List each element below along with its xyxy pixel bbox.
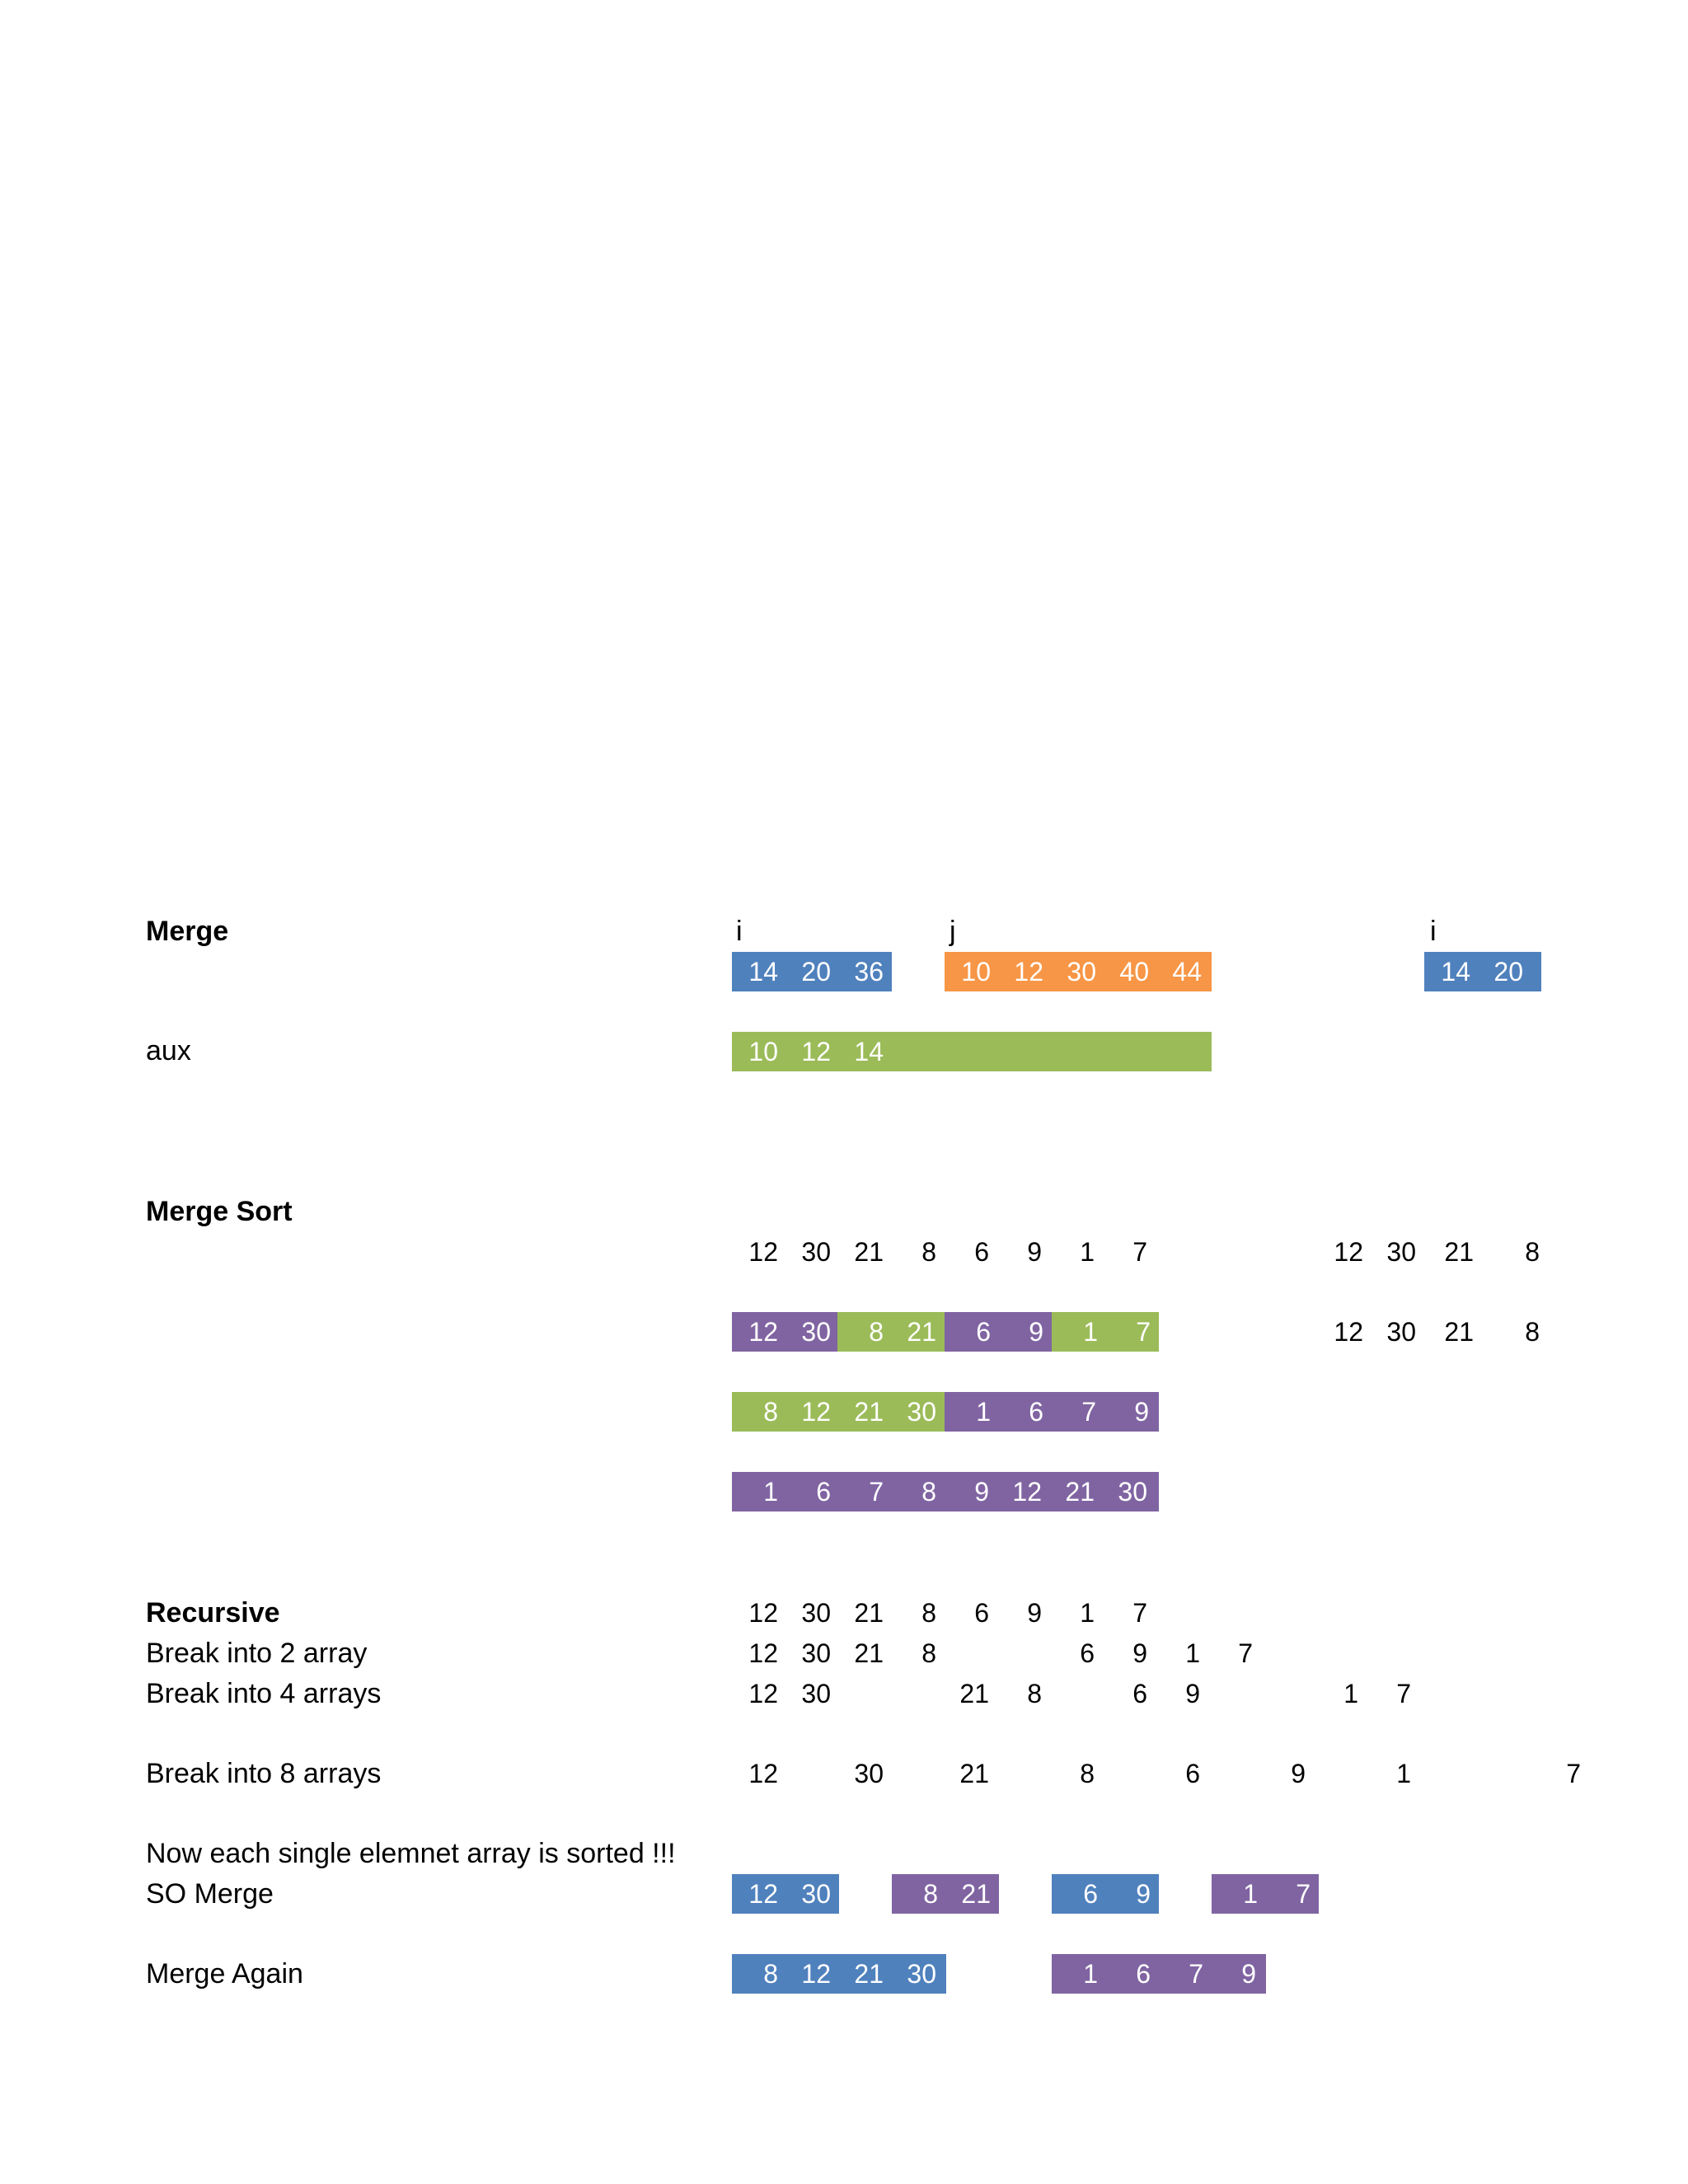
array-cell: 12	[1012, 1477, 1042, 1507]
merge-left-array-copy	[1424, 952, 1541, 991]
array-cell: 12	[748, 1638, 778, 1668]
array-cell: 7	[1566, 1759, 1581, 1788]
pointer-i-second: i	[1430, 916, 1437, 947]
array-cell: 8	[921, 1598, 936, 1628]
merged-quad-block	[732, 1954, 946, 1994]
array-cell: 30	[1067, 957, 1096, 987]
array-cell: 6	[1136, 1959, 1151, 1989]
array-cell: 12	[801, 1959, 831, 1989]
array-cell: 40	[1119, 957, 1149, 987]
merged-pair-block	[1212, 1874, 1319, 1914]
array-cell: 6	[1083, 1879, 1098, 1909]
array-cell: 21	[854, 1638, 884, 1668]
array-cell: 6	[816, 1477, 831, 1507]
so-merge-label: SO Merge	[146, 1878, 274, 1910]
array-cell: 21	[907, 1317, 936, 1347]
array-cell: 6	[974, 1237, 989, 1267]
array-cell: 12	[748, 1679, 778, 1708]
array-cell: 9	[1185, 1679, 1200, 1708]
array-cell: 21	[959, 1759, 989, 1788]
array-cell: 30	[1386, 1237, 1416, 1267]
array-cell: 9	[1136, 1879, 1151, 1909]
array-cell: 12	[1334, 1317, 1363, 1347]
pair-block	[837, 1312, 945, 1352]
array-cell: 9	[974, 1477, 989, 1507]
aux-array	[732, 1032, 1212, 1071]
array-cell: 1	[976, 1397, 991, 1427]
array-cell: 30	[801, 1879, 831, 1909]
array-cell: 1	[763, 1477, 778, 1507]
array-cell: 7	[1189, 1959, 1203, 1989]
merge-title: Merge	[146, 916, 229, 947]
array-cell: 1	[1083, 1317, 1098, 1347]
array-cell: 12	[748, 1879, 778, 1909]
pointer-i: i	[736, 916, 743, 947]
array-cell: 12	[801, 1037, 831, 1066]
array-cell: 9	[1291, 1759, 1306, 1788]
array-cell: 6	[974, 1598, 989, 1628]
array-cell: 1	[1080, 1598, 1095, 1628]
quad-block	[945, 1392, 1159, 1432]
array-cell: 6	[1080, 1638, 1095, 1668]
merged-pair-block	[892, 1874, 999, 1914]
array-cell: 8	[923, 1879, 938, 1909]
array-cell: 21	[854, 1959, 884, 1989]
array-cell: 9	[1132, 1638, 1147, 1668]
array-cell: 7	[1132, 1598, 1147, 1628]
array-cell: 1	[1343, 1679, 1358, 1708]
array-cell: 30	[1118, 1477, 1147, 1507]
array-cell: 21	[1444, 1237, 1474, 1267]
array-cell: 9	[1134, 1397, 1149, 1427]
array-cell: 6	[1132, 1679, 1147, 1708]
array-cell: 12	[801, 1397, 831, 1427]
array-cell: 30	[801, 1638, 831, 1668]
pointer-j: j	[950, 916, 956, 947]
array-cell: 8	[869, 1317, 884, 1347]
array-cell: 14	[1441, 957, 1470, 987]
sorted-note: Now each single elemnet array is sorted !!!	[146, 1838, 676, 1869]
array-cell: 9	[1029, 1317, 1043, 1347]
array-cell: 8	[1525, 1237, 1540, 1267]
array-cell: 30	[801, 1317, 831, 1347]
array-cell: 9	[1027, 1237, 1042, 1267]
array-cell: 21	[854, 1397, 884, 1427]
array-cell: 12	[748, 1317, 778, 1347]
array-cell: 21	[1065, 1477, 1095, 1507]
pair-block	[945, 1312, 1052, 1352]
array-cell: 30	[801, 1598, 831, 1628]
array-cell: 30	[907, 1959, 936, 1989]
merge-sort-title: Merge Sort	[146, 1196, 293, 1227]
array-cell: 14	[748, 957, 778, 987]
sorted-block	[732, 1472, 1159, 1511]
array-cell: 1	[1243, 1879, 1258, 1909]
merged-quad-block	[1052, 1954, 1266, 1994]
array-cell: 1	[1080, 1237, 1095, 1267]
merged-pair-block	[732, 1874, 839, 1914]
aux-label: aux	[146, 1035, 191, 1066]
merge-again-label: Merge Again	[146, 1958, 303, 1990]
array-cell: 8	[1027, 1679, 1042, 1708]
array-cell: 7	[869, 1477, 884, 1507]
array-cell: 12	[1014, 957, 1043, 987]
array-cell: 6	[1029, 1397, 1043, 1427]
array-cell: 12	[748, 1237, 778, 1267]
array-cell: 8	[1080, 1759, 1095, 1788]
array-cell: 7	[1132, 1237, 1147, 1267]
array-cell: 30	[907, 1397, 936, 1427]
pair-block	[732, 1312, 837, 1352]
array-cell: 8	[1525, 1317, 1540, 1347]
array-cell: 9	[1241, 1959, 1256, 1989]
array-cell: 8	[763, 1397, 778, 1427]
array-cell: 30	[854, 1759, 884, 1788]
recursive-title: Recursive	[146, 1597, 280, 1629]
array-cell: 14	[854, 1037, 884, 1066]
array-cell: 7	[1396, 1679, 1411, 1708]
array-cell: 1	[1083, 1959, 1098, 1989]
merge-left-array	[732, 952, 892, 991]
break4-label: Break into 4 arrays	[146, 1678, 382, 1709]
array-cell: 21	[961, 1879, 991, 1909]
array-cell: 30	[801, 1237, 831, 1267]
array-cell: 36	[854, 957, 884, 987]
quad-block	[732, 1392, 945, 1432]
array-cell: 10	[961, 957, 991, 987]
array-cell: 7	[1081, 1397, 1096, 1427]
array-cell: 9	[1027, 1598, 1042, 1628]
array-cell: 7	[1238, 1638, 1253, 1668]
array-cell: 21	[1444, 1317, 1474, 1347]
array-cell: 1	[1185, 1638, 1200, 1668]
array-cell: 30	[1386, 1317, 1416, 1347]
array-cell: 12	[1334, 1237, 1363, 1267]
merge-right-array	[945, 952, 1212, 991]
array-cell: 21	[854, 1237, 884, 1267]
pair-block	[1052, 1312, 1159, 1352]
array-cell: 21	[854, 1598, 884, 1628]
array-cell: 7	[1296, 1879, 1311, 1909]
array-cell: 6	[976, 1317, 991, 1347]
array-cell: 20	[1493, 957, 1523, 987]
array-cell: 44	[1172, 957, 1202, 987]
array-cell: 10	[748, 1037, 778, 1066]
array-cell: 8	[763, 1959, 778, 1989]
array-cell: 12	[748, 1759, 778, 1788]
array-cell: 21	[959, 1679, 989, 1708]
break8-label: Break into 8 arrays	[146, 1758, 382, 1789]
array-cell: 12	[748, 1598, 778, 1628]
array-cell: 8	[921, 1638, 936, 1668]
array-cell: 6	[1185, 1759, 1200, 1788]
array-cell: 30	[801, 1679, 831, 1708]
array-cell: 8	[921, 1477, 936, 1507]
array-cell: 1	[1396, 1759, 1411, 1788]
merged-pair-block	[1052, 1874, 1159, 1914]
break2-label: Break into 2 array	[146, 1638, 368, 1669]
array-cell: 7	[1136, 1317, 1151, 1347]
array-cell: 20	[801, 957, 831, 987]
array-cell: 8	[921, 1237, 936, 1267]
